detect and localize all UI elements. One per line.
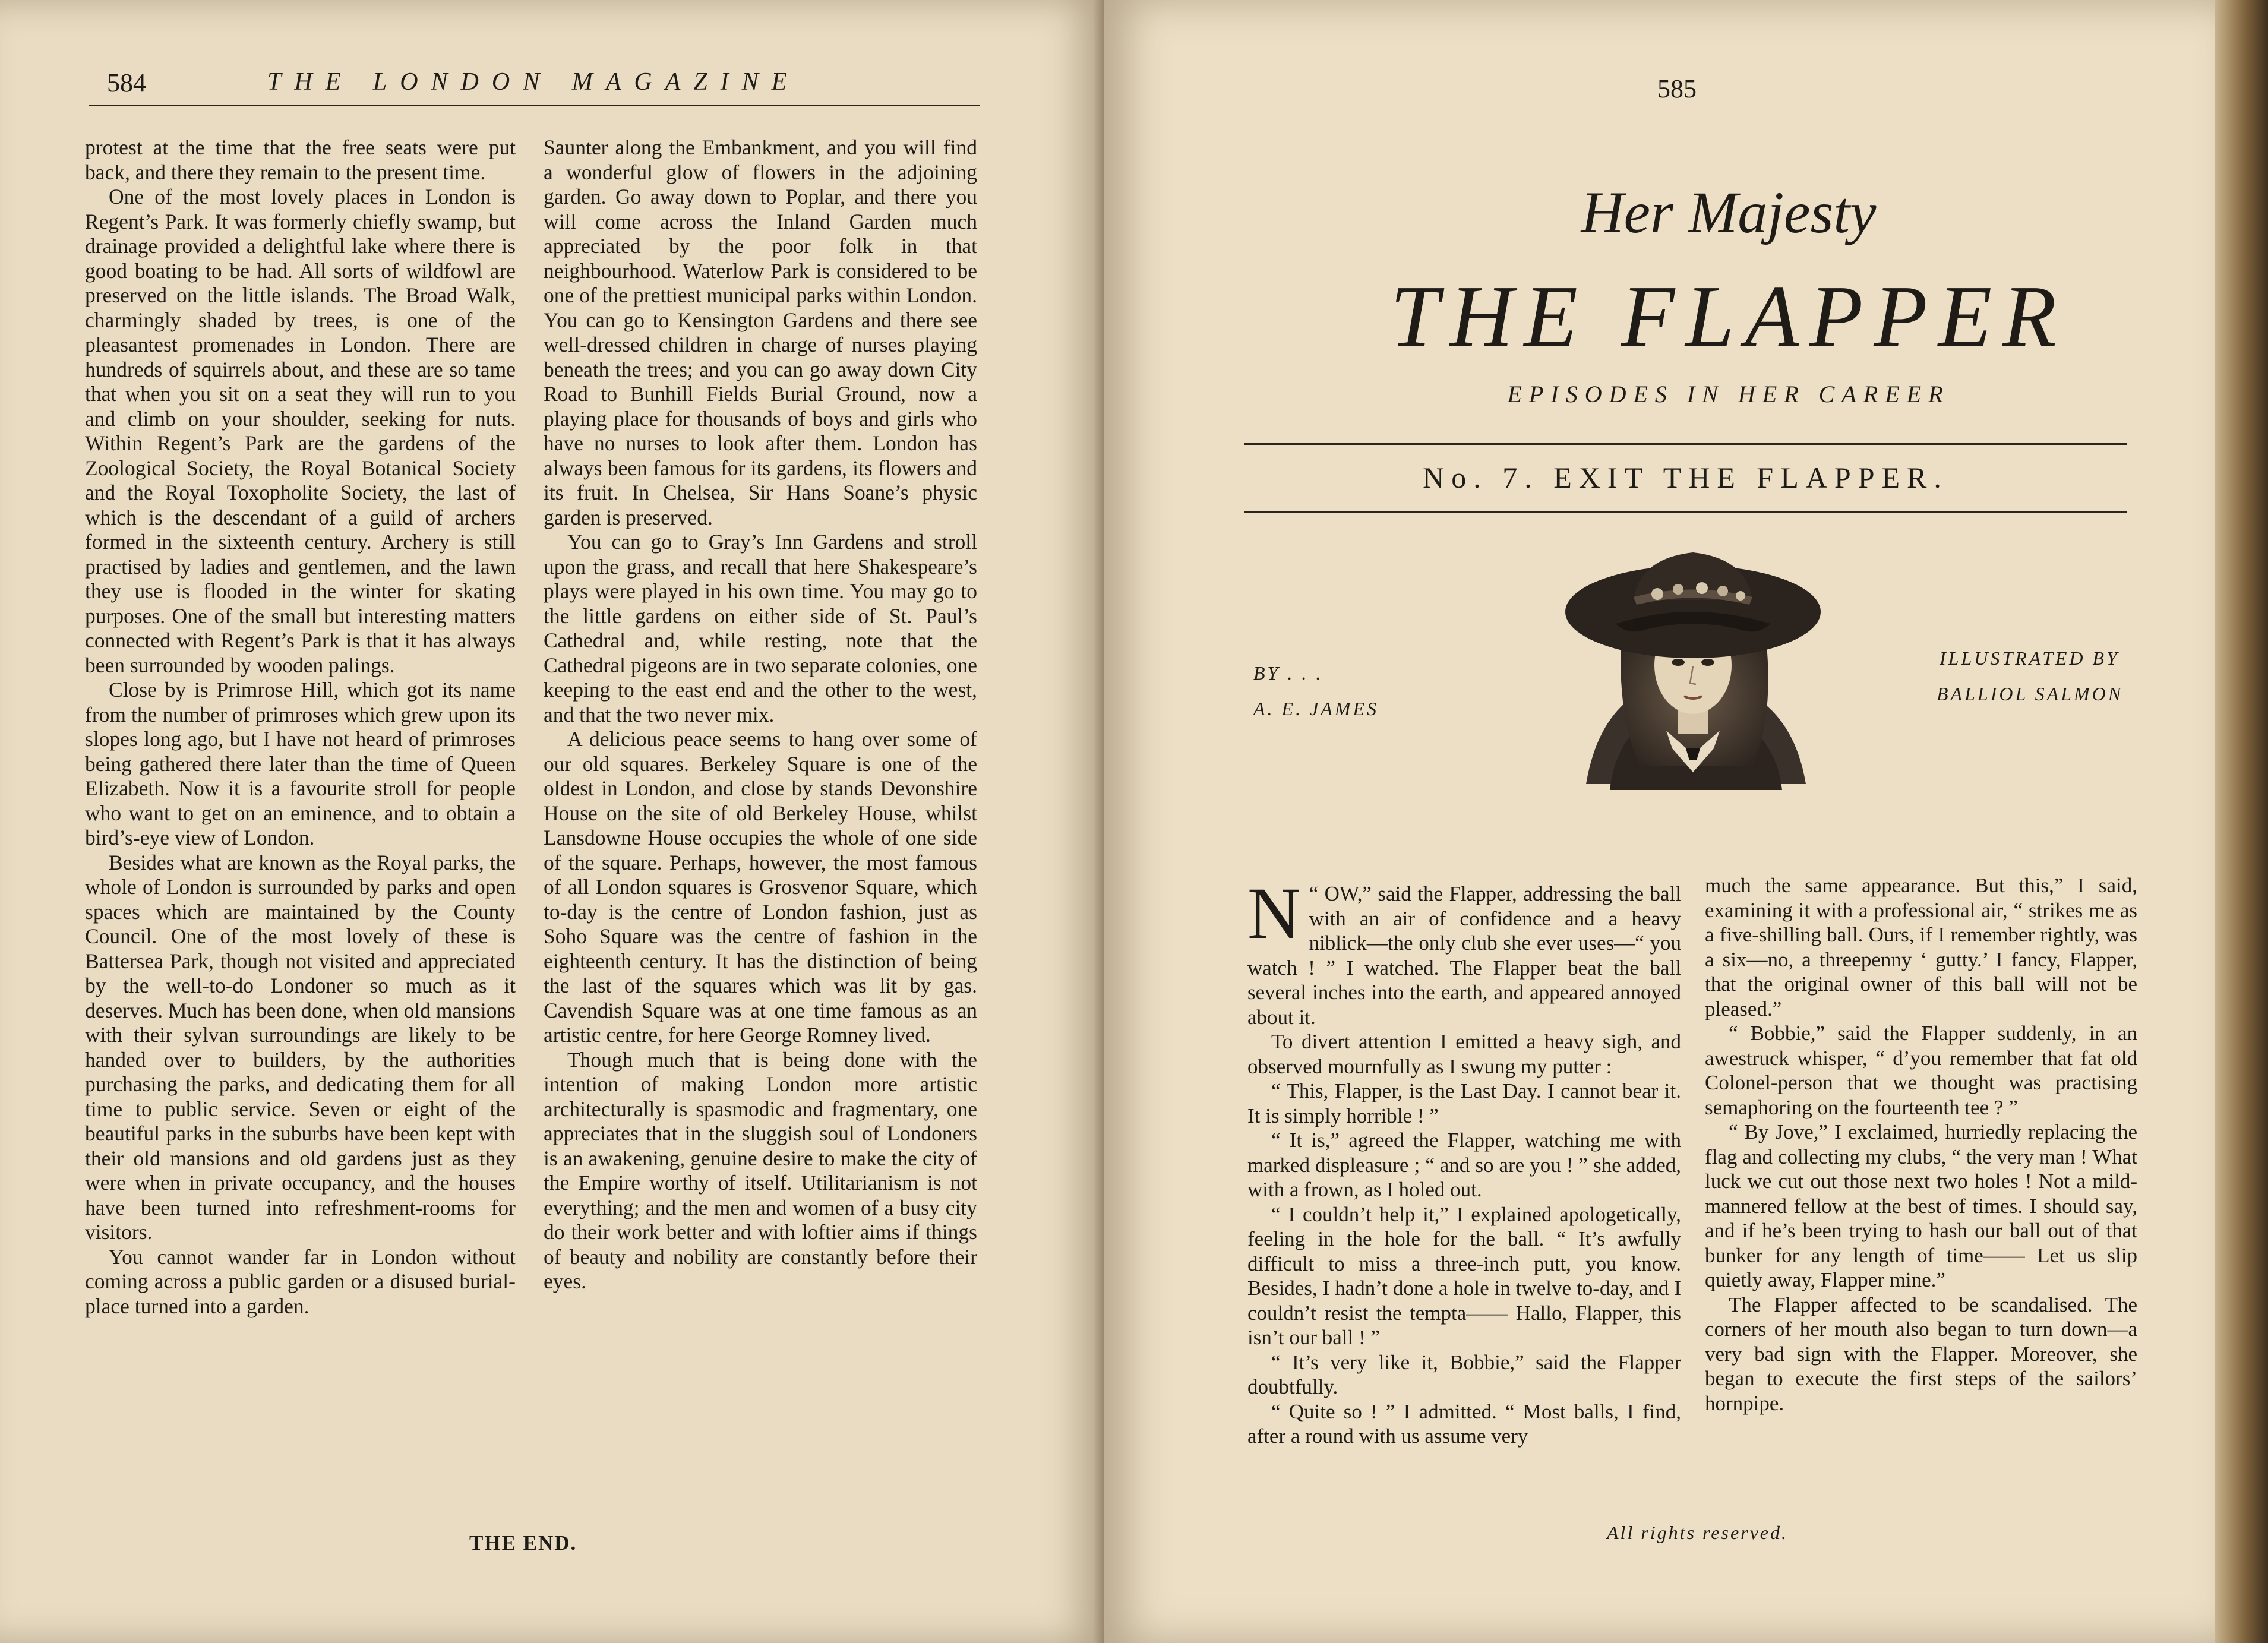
paragraph: To divert attention I emitted a heavy sigh, and observed mournfully as I swung my putter :	[1247, 1030, 1681, 1078]
drop-cap: N	[1247, 873, 1301, 954]
header-rule	[89, 105, 980, 106]
subtitle: EPISODES IN HER CAREER	[1507, 381, 1950, 407]
left-page-header	[89, 65, 980, 107]
paragraph: The Flapper affected to be scandalised. The corners of her mouth also began to turn down—a very bad sign with the Flapper. Moreover, she began to execute the first steps of the sailors’ hornpipe.	[1705, 1293, 2137, 1415]
paragraph: Though much that is being done with the intention of making London more artistic architecturally is spasmodic and fragmentary, one appreciates that in the sluggish soul of Londoners is an awakening, genuine desire to make the city of the Empire worthy of itself. Utilitarianism is not everything; and the men and women of a busy city do their work better and with loftier aims if things of beauty and nobility are constantly before their eyes.	[544, 1047, 977, 1293]
left-column-2	[544, 135, 977, 1294]
paragraph: Saunter along the Embankment, and you will find a wonderful glow of flowers in the adjoining garden. Go away down to Poplar, and there you will come across the Inland Garden much appreciated by the poor folk in that neighbourhood. Waterlow Park is considered to be one of the prettiest municipal parks within London. You can go to Kensington Gardens and there see well-dressed children in charge of nurses playing beneath the trees; and you can go away down City Road to Bunhill Fields Burial Ground, now a playing place for thousands of boys and girls who have no nurses to look after them. London has always been famous for its gardens, its flowers and its fruit. In Chelsea, Sir Hans Soane’s physic garden is preserved.	[544, 135, 977, 529]
illustrated-by-label: ILLUSTRATED BY	[1940, 647, 2119, 669]
paragraph: You cannot wander far in London without coming across a public garden or a disused burial-place turned into a garden.	[85, 1244, 516, 1318]
left-page	[0, 0, 1104, 1643]
author-name: A. E. JAMES	[1253, 698, 1379, 719]
paragraph: You can go to Gray’s Inn Gardens and stroll upon the grass, and recall that here Shakespeare’s plays were played in his own time. You may go to the little gardens on either side of St. Paul’s Cathedral and, while resting, note that the Cathedral pigeons are in two separate colonies, one keeping to the east end and the other to the west, and that the two never mix.	[544, 530, 977, 726]
page-number-right: 585	[1657, 74, 1697, 103]
left-column-1	[85, 135, 516, 1319]
paragraph: much the same appearance. But this,” I said, examining it with a professional air, “ strikes me as a five-shilling ball. Ours, if I remember rightly, was a six—no, a threepenny ‘ gutty.’ I fancy, Flapper, that the original owner of this ball will not be pleased.”	[1705, 874, 2137, 1020]
paragraph: “ This, Flapper, is the Last Day. I cannot bear it. It is simply horrible ! ”	[1247, 1079, 1681, 1127]
by-label: BY . . .	[1253, 662, 1323, 684]
book-edge	[2215, 0, 2268, 1643]
opening-quote: “	[1309, 882, 1319, 905]
magazine-title: THE LONDON MAGAZINE	[267, 68, 800, 96]
woman-in-hat-portrait-icon	[1544, 535, 1841, 808]
paragraph: A delicious peace seems to hang over some of our old squares. Berkeley Square is one of the oldest in London, and close by stands Devonshire House on the site of old Berkeley House, whilst Lansdowne House occupies the whole of one side of the square. Perhaps, however, the most famous of all London squares is Grosvenor Square, which to-day is the centre of London fashion, just as Soho Square was the centre of fashion in the eighteenth century. It has the distinction of being the last of the squares which was lit by gas. Cavendish Square was at one time famous as an artistic centre, for here George Romney lived.	[544, 727, 977, 1047]
episode-heading: No. 7. EXIT THE FLAPPER.	[1423, 461, 1948, 494]
opening-text: OW,” said the Flapper, addressing the ball with an air of confidence and a heavy niblick—the only club she ever uses—“ you watch ! ” I watched. The Flapper beat the ball several inches into the earth, and appeared annoyed about it.	[1247, 882, 1681, 1029]
right-column-1	[1247, 873, 1681, 1449]
paragraph: “ Bobbie,” said the Flapper suddenly, in an awestruck whisper, “ d’you remember that fat old Colonel-person that we thought was practising semaphoring on the fourteenth tee ? ”	[1705, 1022, 2137, 1119]
the-end-label: THE END.	[469, 1531, 577, 1554]
title-line-1: Her Majesty	[1581, 179, 1877, 245]
paragraph: “ Quite so ! ” I admitted. “ Most balls, I find, after a round with us assume very	[1247, 1399, 1681, 1448]
episode-rule-top	[1244, 443, 2127, 445]
paragraph: One of the most lovely places in London is Regent’s Park. It was formerly chiefly swamp, but drainage provided a delightful lake where there is good boating to be had. All sorts of wildfowl are preserved on the little islands. The Broad Walk, charmingly shaded by trees, is one of the pleasantest promenades in London. There are hundreds of squirrels about, and these are so tame that when you sit on a seat they will run to you and climb on your shoulder, seeking for nuts. Within Regent’s Park are the gardens of the Zoological Society, the Royal Botanical Society and the Royal Toxopholite Society, the last of which is the descendant of a guild of archers formed in the sixteenth century. Archery is still practised by ladies and gentlemen, and the lawn they use is flooded in the winter for skating purposes. One of the small but interesting matters connected with Regent’s Park is that it has always been surrounded by wooden palings.	[85, 185, 516, 677]
paragraph: “ It is,” agreed the Flapper, watching me with marked displeasure ; “ and so are you ! ” she added, with a frown, as I holed out.	[1247, 1129, 1681, 1201]
rights-notice: All rights reserved.	[1607, 1522, 1788, 1543]
paragraph: Close by is Primrose Hill, which got its name from the number of primroses which grew upon its slopes long ago, but I have not heard of primroses being gathered there later than the time of Queen Elizabeth. Now it is a favourite stroll for people who want to get on an eminence, and to obtain a bird’s-eye view of London.	[85, 678, 516, 849]
illustrator-name: BALLIOL SALMON	[1937, 683, 2124, 704]
paragraph: protest at the time that the free seats were put back, and there they remain to the present time.	[85, 135, 516, 184]
opening-paragraph	[1247, 873, 1681, 1029]
paragraph: “ It’s very like it, Bobbie,” said the Flapper doubtfully.	[1247, 1350, 1681, 1398]
title-line-2: THE FLAPPER	[1390, 268, 2067, 365]
right-column-2	[1705, 873, 2137, 1415]
paragraph: Besides what are known as the Royal parks, the whole of London is surrounded by parks and open spaces which are maintained by the County Council. One of the most lovely of these is Battersea Park, though not visited and appreciated by the well-to-do Londoner so much as it deserves. Much has been done, when old mansions with their sylvan surroundings are likely to be handed over to builders, by the authorities purchasing the parks, and dedicating them for all time to public service. Seven or eight of the beautiful parks in the suburbs have been kept with their old mansions and old gardens just as they were when in private occupancy, and the houses have been turned into refreshment-rooms for visitors.	[85, 850, 516, 1244]
page-number-left: 584	[107, 68, 146, 97]
paragraph: “ By Jove,” I exclaimed, hurriedly replacing the flag and collecting my clubs, “ the very man ! What luck we cut out those next two holes ! Not a mild-mannered fellow at the best of times. I should say, and if he’s been trying to hash our ball out of that bunker for any length of time—— Let us slip quietly away, Flapper mine.”	[1705, 1120, 2137, 1291]
episode-rule-bottom	[1244, 511, 2127, 513]
paragraph: “ I couldn’t help it,” I explained apologetically, feeling in the hole for the ball. “ It’s awfully difficult to miss a three-inch putt, you know. Besides, I hadn’t done a hole in twelve to-day, and I couldn’t resist the tempta—— Hallo, Flapper, this isn’t our ball ! ”	[1247, 1202, 1681, 1349]
